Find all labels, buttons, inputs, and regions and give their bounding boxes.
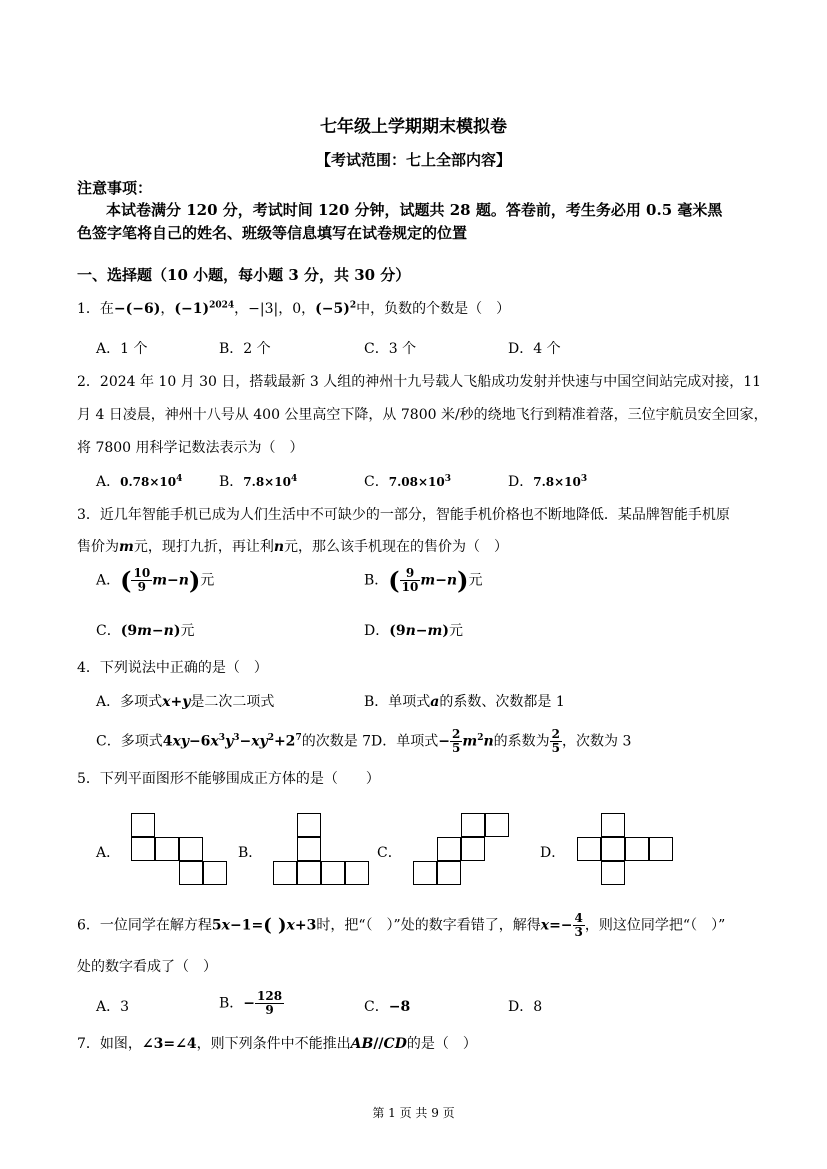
q1-option-b: B．2 个	[219, 341, 271, 357]
q5-label-b: B．	[238, 845, 263, 861]
q2-line1: 2．2024 年 10 月 30 日，搭载最新 3 人组的神州十九号载人飞船成功发射并快速与中国空间站完成对接，11	[77, 374, 762, 390]
q2-option-d: D．$7.8\times 10^3$	[508, 474, 588, 490]
q5-stem: 5．下列平面图形不能够围成正方体的是（ ）	[77, 771, 380, 787]
q4-option-a: A．多项式x+y是二次二项式	[96, 694, 275, 710]
q5-label-c: C．	[377, 845, 402, 861]
q1-option-c: C．3 个	[364, 341, 417, 357]
q4-option-b: B．单项式a的系数、次数都是 1	[364, 694, 565, 710]
q6-option-c: C．−8	[364, 999, 411, 1015]
q3-option-d: D．(9n−m)元	[364, 623, 463, 639]
q1-option-a: A．1 个	[96, 341, 148, 357]
section-heading: 一、选择题（10 小题，每小题 3 分，共 30 分）	[77, 266, 411, 284]
q3-option-a: A．( $\frac{10}{9}$ m−n)元	[96, 566, 215, 595]
q1-expr-3: $(-5)^2$	[315, 300, 357, 317]
q3-option-c: C．(9m−n)元	[96, 623, 195, 639]
page-title: 七年级上学期期末模拟卷	[320, 117, 507, 137]
notice-line1: 本试卷满分 120 分，考试时间 120 分钟，试题共 28 题。答卷前，考生务必用 0.5 毫米黑	[106, 201, 723, 219]
q7-stem: 7．如图，∠3=∠4，则下列条件中不能推出AB//CD的是（ ）	[77, 1036, 477, 1052]
q1-option-d: D．4 个	[508, 341, 561, 357]
q5-label-d: D．	[540, 845, 566, 861]
q2-line3: 将 7800 用科学记数法表示为（ ）	[77, 440, 304, 456]
q2-option-b: B．$7.8\times 10^4$	[219, 474, 298, 490]
q6-option-b: B．− $\frac{128}{9}$	[219, 989, 283, 1017]
notice-heading: 注意事项：	[77, 179, 153, 197]
q6-option-a: A．3	[96, 999, 130, 1015]
exam-range: 【考试范围：七上全部内容】	[315, 151, 511, 169]
notice-line2: 色签字笔将自己的姓名、班级等信息填写在试卷规定的位置	[77, 224, 468, 242]
q6-line2: 处的数字看成了（ ）	[77, 959, 217, 975]
q2-line2: 月 4 日凌晨，神州十八号从 400 公里高空下降，从 7800 米/秒的绕地飞行到精准着落，三位宇航员安全回家，	[77, 407, 768, 423]
q6-option-d: D．8	[508, 999, 543, 1015]
q2-option-c: C．$7.08\times 10^3$	[364, 474, 451, 490]
q6-line1: 6．一位同学在解方程5x−1=( )x+3时，把“（ ）”处的数字看错了，解得x=− $\frac{4}{3}$ ，则这位同学把“（ ）”	[77, 911, 726, 939]
question-1: 1．在−(−6)，$(-1)^{2024}$，−|3|，0，$(-5)^2$中，负数的个数是（ ）	[77, 300, 511, 317]
q3-line2: 售价为m元，现打九折，再让利n元，那么该手机现在的售价为（ ）	[77, 539, 509, 555]
q5-label-a: A．	[96, 845, 121, 861]
q3-option-b: B．( $\frac{9}{10}$ m−n)元	[364, 566, 483, 595]
q1-pre: 1．在	[77, 301, 114, 317]
q1-expr-2: $(-1)^{2024}$	[174, 300, 235, 317]
q3-line1: 3．近几年智能手机已成为人们生活中不可缺少的一部分，智能手机价格也不断地降低．某品牌智能手机原	[77, 507, 730, 523]
q1-mid: 中，负数的个数是（ ）	[356, 301, 511, 317]
q4-stem: 4．下列说法中正确的是（ ）	[77, 660, 268, 676]
q2-option-a: A．$0.78\times 10^4$	[96, 474, 183, 490]
page-footer: 第 1 页 共 9 页	[372, 1106, 455, 1120]
q1-expr-1: −(−6)	[113, 301, 161, 317]
q4-option-c: C．多项式$4xy-6x^3y^3-xy^2+2^7$的次数是 7D．单项式− $\frac{2}{5}$ $m^2n$的系数为 $\frac{2}{5}$ ，次数为 3	[96, 727, 632, 755]
